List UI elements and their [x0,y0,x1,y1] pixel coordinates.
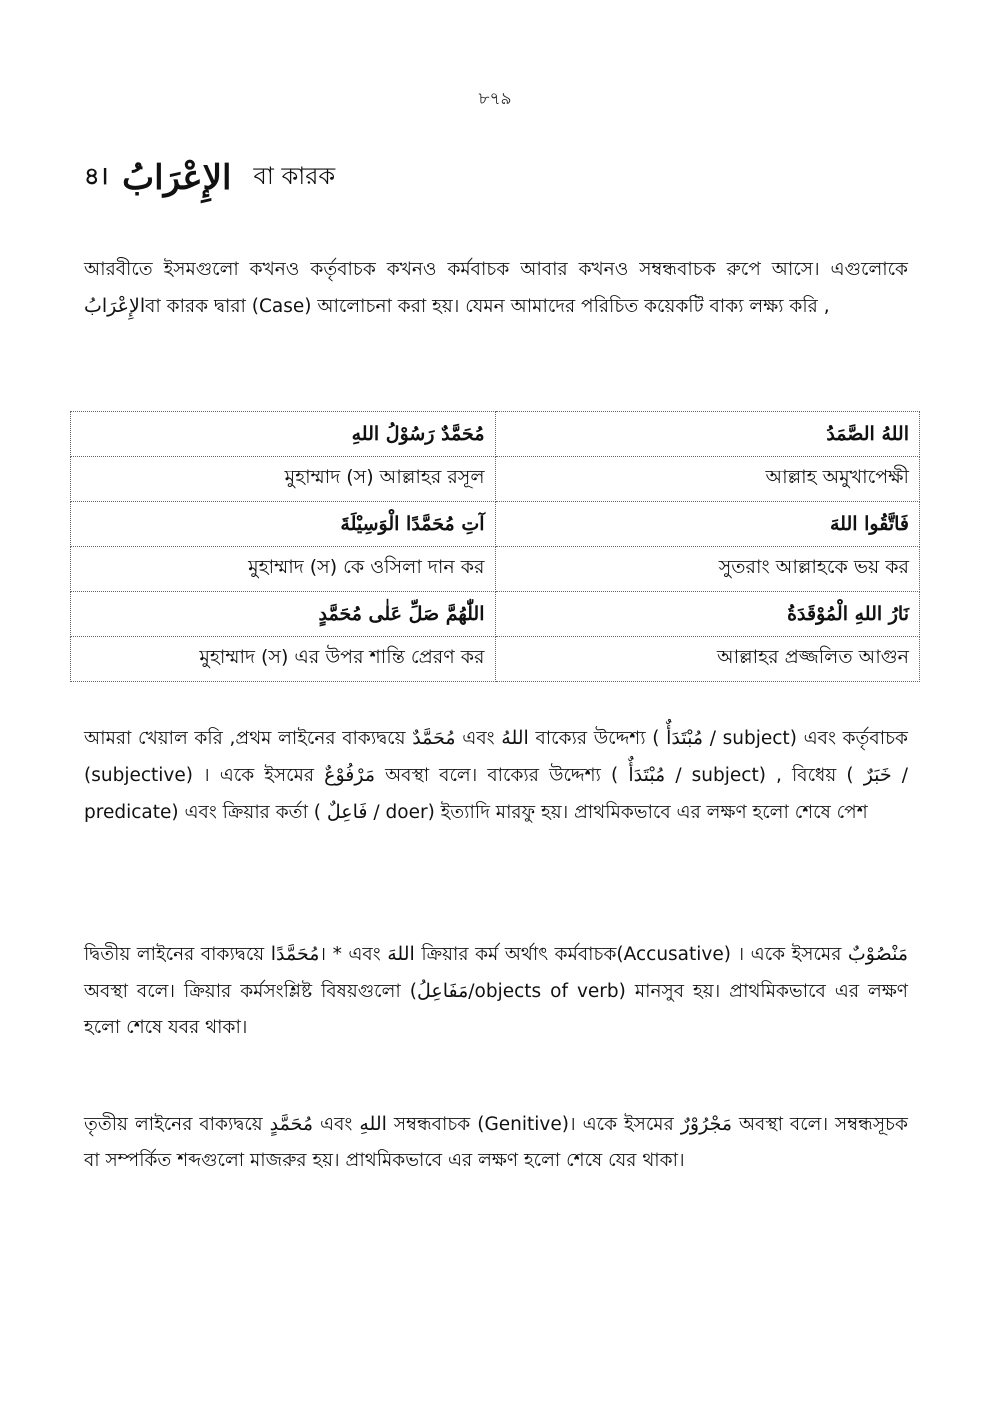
paragraph-second-line [84,936,908,1046]
p2-text: । * এবং [319,944,388,965]
heading-arabic: الإِعْرَابُ [122,158,232,198]
paragraph-first-line [84,720,908,831]
table-cell-right: اللهُ الصَّمَدُ [495,412,920,457]
intro-arabic: الإِعْرَابُ [84,295,146,317]
p3-text: অবস্থা বলে। সম্বন্ধসূচক বা সম্পর্কিত শব্দগুলো মাজরুর হয়। প্রাথমিকভাবে এর লক্ষণ হলো শেষে যের থাকা। [84,1114,908,1171]
p3-arabic: مُحَمَّدٍ [269,1113,314,1135]
table-row [71,547,920,592]
table-cell-left: مُحَمَّدٌ رَسُوْلُ اللهِ [71,412,496,457]
p1-arabic: مَرْفُوْعٌ [324,764,376,786]
p3-arabic: اللهِ [359,1113,387,1135]
table-cell-left: মুহাম্মাদ (স) আল্লাহর রসূল [71,457,496,502]
p3-text: এবং [313,1114,360,1135]
p3-text: সম্বন্ধবাচক (Genitive)। একে ইসমের [386,1114,681,1135]
p1-text: বাক্যের উদ্দেশ্য ( [528,728,667,749]
p1-arabic: مُبْتَدَأٌ [666,727,704,749]
p1-arabic: فَاعِلٌ [326,801,368,823]
intro-paragraph [84,252,908,325]
table-cell-right: فَاتَّقُوا اللهَ [495,502,920,547]
heading-bengali: বা কারক [253,162,336,190]
p1-text: / predicate) এবং ক্রিয়ার কর্তা ( [84,765,908,823]
p1-arabic: مُبْتَدَأٌ [628,764,666,786]
page-number: ৮৭৯ [478,89,512,109]
intro-text-2: বা কারক দ্বারা (Case) আলোচনা করা হয়। যেমন আমাদের পরিচিত কয়েকটি বাক্য লক্ষ্য করি , [145,296,830,317]
paragraph-third-line [84,1106,908,1179]
table-cell-left: اللّٰهُمَّ صَلِّ عَلٰى مُحَمَّدٍ [71,592,496,637]
p1-text: / subject) এবং কর্তৃবাচক (subjective) । একে ইসমের [84,728,908,786]
table-row [71,637,920,682]
p2-text: দ্বিতীয় লাইনের বাক্যদ্বয়ে [84,944,271,965]
p1-text: অবস্থা বলে। বাক্যের উদ্দেশ্য ( [375,765,629,786]
example-table [70,411,920,682]
p1-text: / subject) , বিধেয় ( [665,765,864,786]
table-row [71,412,920,457]
p2-arabic: مُحَمَّدًا [270,943,320,965]
section-heading [84,150,335,206]
p2-arabic: مَفَاعِلُ [416,980,469,1002]
p1-arabic: مُحَمَّدٌ [412,727,456,749]
p2-arabic: مَنْصُوْبٌ [847,943,909,965]
heading-number: ৪। [84,162,109,190]
p1-arabic: خَبَرٌ [863,764,892,786]
p1-arabic: اللهُ [501,727,529,749]
p1-text: / doer) ইত্যাদি মারফু হয়। প্রাথমিকভাবে এর লক্ষণ হলো শেষে পেশ [367,802,868,823]
table-cell-left: মুহাম্মাদ (স) এর উপর শান্তি প্রেরণ কর [71,637,496,682]
table-cell-right: نَارُ اللهِ الْمُوْقَدَةُ [495,592,920,637]
p2-text: /objects of verb) মানসুব হয়। প্রাথমিকভাবে এর লক্ষণ হলো শেষে যবর থাকা। [84,981,908,1038]
table-row [71,592,920,637]
table-cell-right: আল্লাহ অমুখাপেক্ষী [495,457,920,502]
table-cell-left: آتِ مُحَمَّدًا الْوَسِيْلَةَ [71,502,496,547]
table-cell-right: আল্লাহর প্রজ্জলিত আগুন [495,637,920,682]
table-row [71,457,920,502]
p2-arabic: اللهَ [387,943,415,965]
table-row [71,502,920,547]
p2-text: অবস্থা বলে। ক্রিয়ার কর্মসংশ্লিষ্ট বিষয়গুলো ( [84,981,417,1002]
p3-arabic: مَجْرُوْرٌ [680,1113,733,1135]
p1-text: এবং [455,728,502,749]
p1-text: আমরা খেয়াল করি ,প্রথম লাইনের বাক্যদ্বয়ে [84,728,413,749]
table-cell-left: মুহাম্মাদ (স) কে ওসিলা দান কর [71,547,496,592]
intro-text-1: আরবীতে ইসমগুলো কখনও কর্তৃবাচক কখনও কর্মবাচক আবার কখনও সম্বন্ধবাচক রুপে আসে। এগুলোকে [84,259,908,280]
p2-text: ক্রিয়ার কর্ম অর্থাৎ কর্মবাচক(Accusative) । একে ইসমের [414,944,848,965]
table-cell-right: সুতরাং আল্লাহকে ভয় কর [495,547,920,592]
p3-text: তৃতীয় লাইনের বাক্যদ্বয়ে [84,1114,270,1135]
